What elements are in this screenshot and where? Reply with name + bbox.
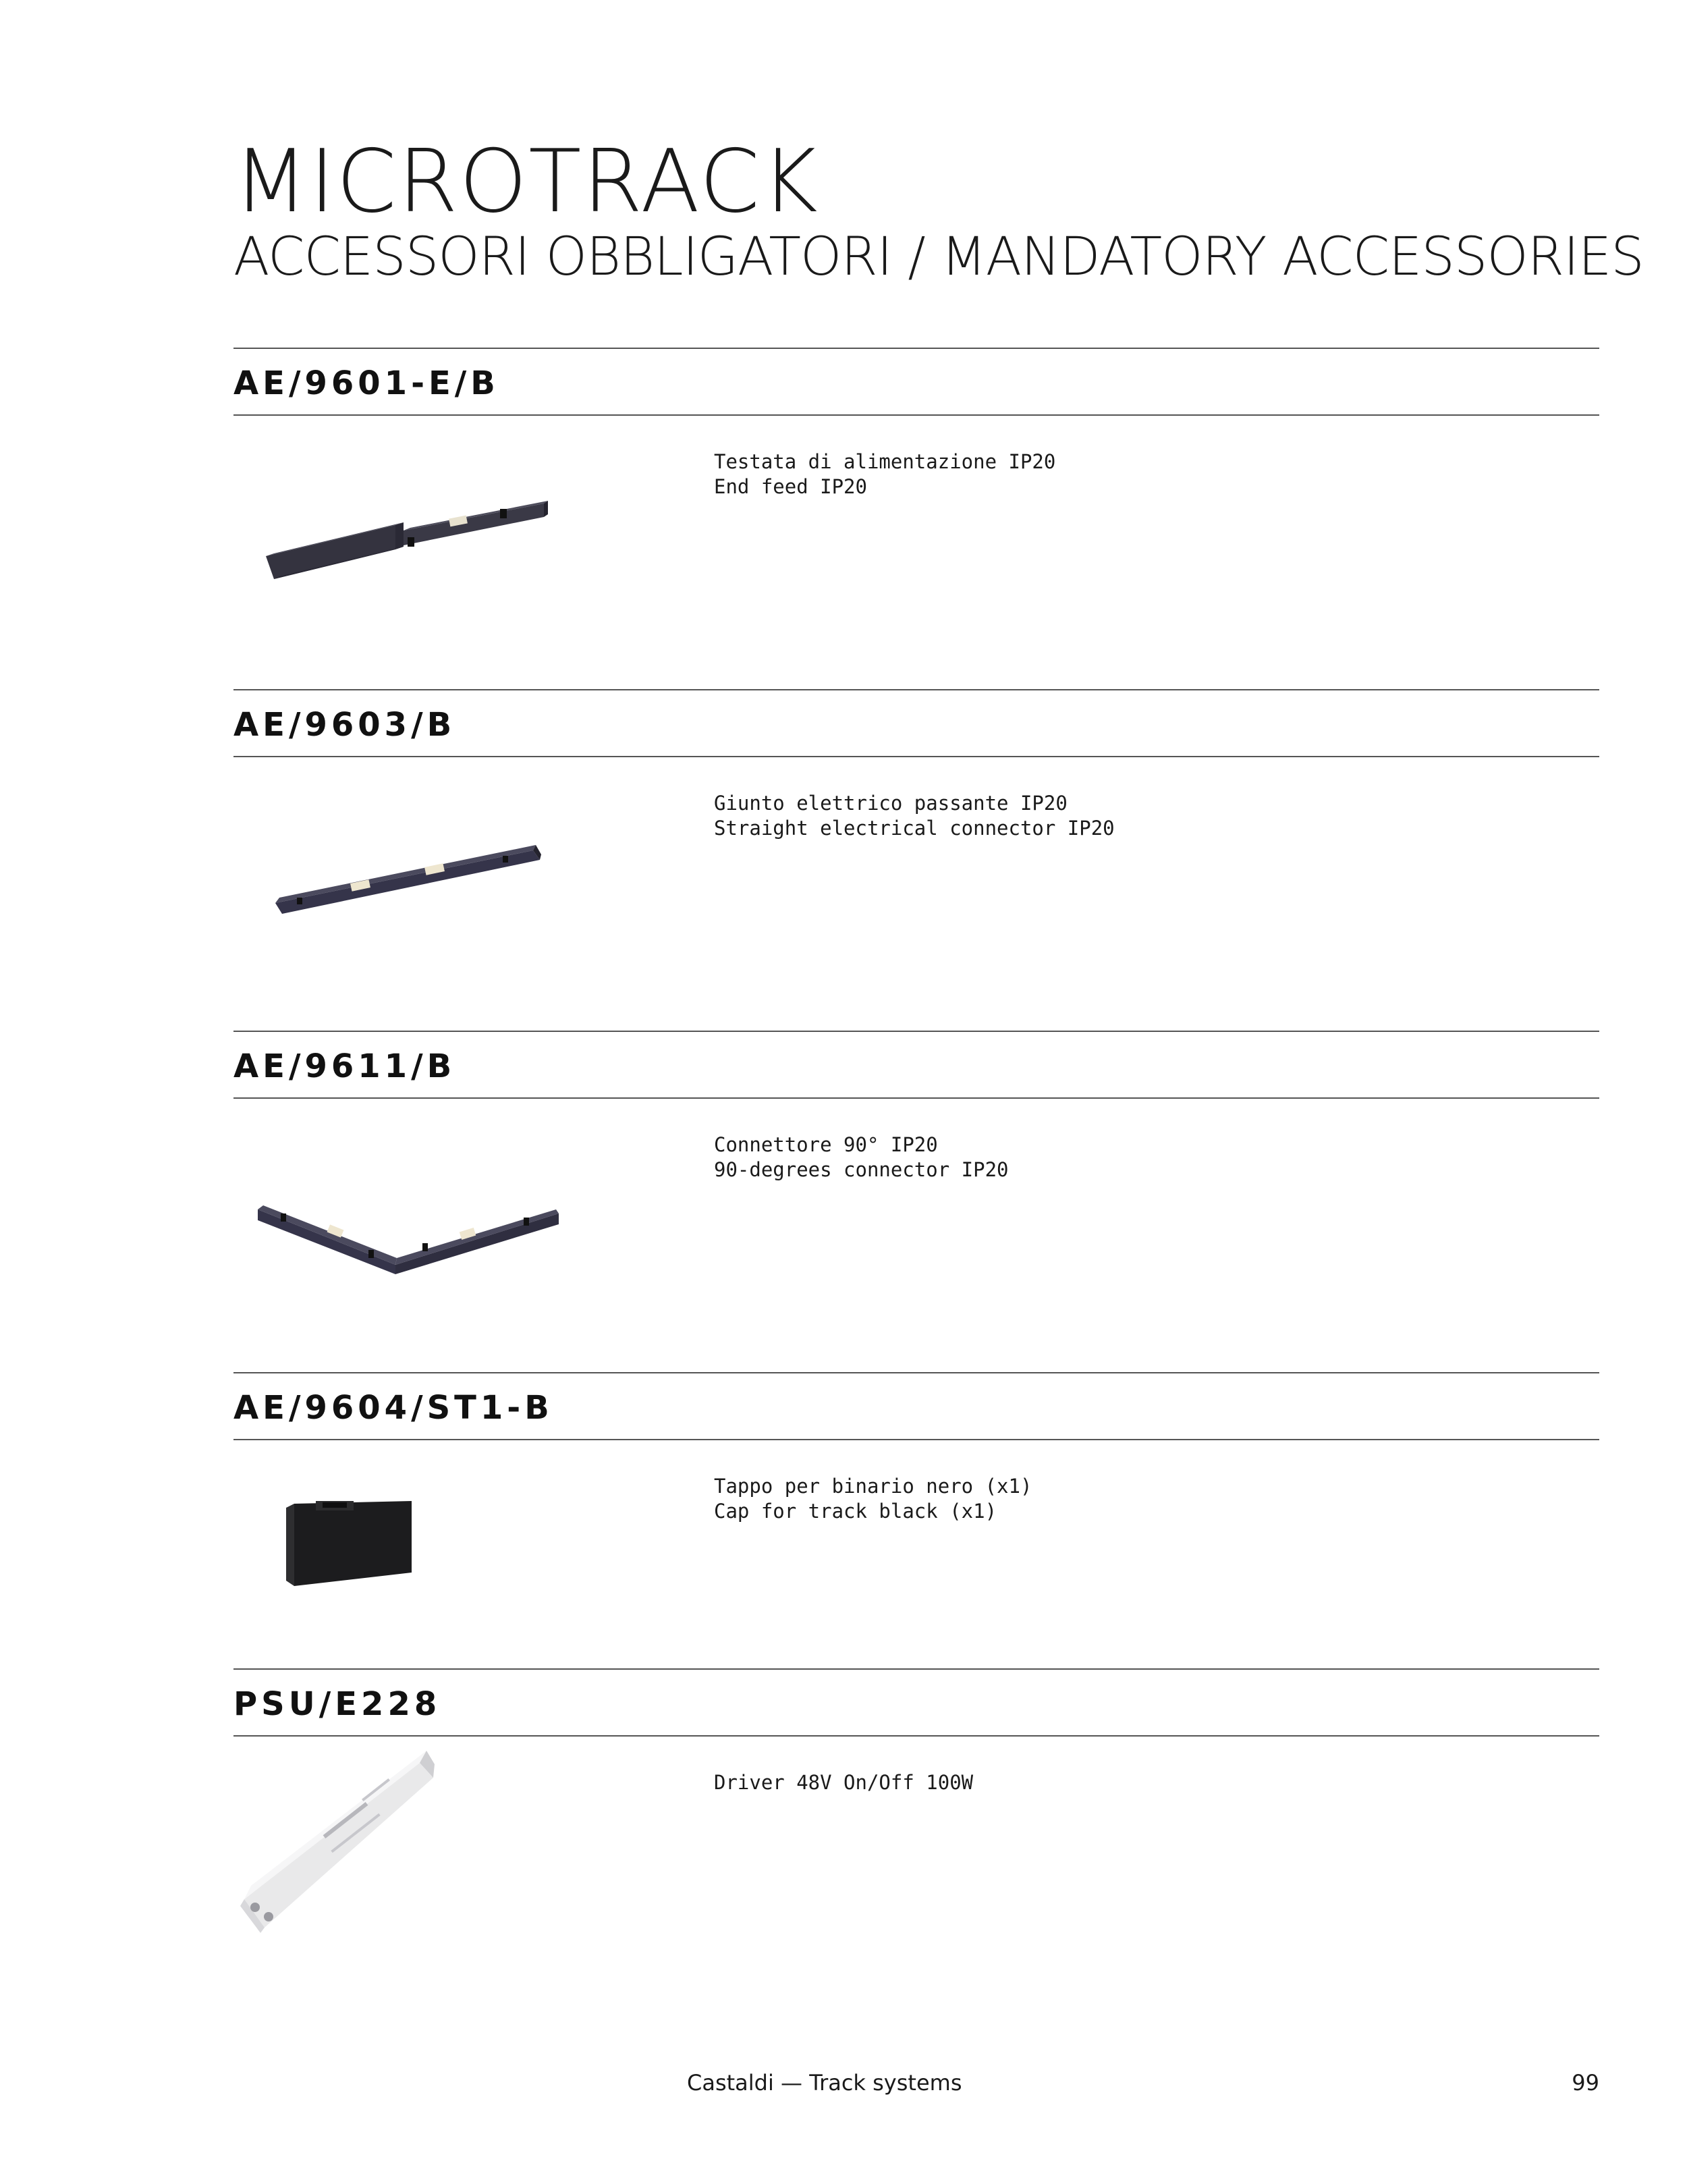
description-english: Cap for track black (x1) xyxy=(714,1500,997,1523)
product-description xyxy=(714,1770,973,1795)
product-code: PSU/E228 xyxy=(233,1685,441,1723)
product-image-end-feed xyxy=(260,483,557,608)
description-english: 90-degrees connector IP20 xyxy=(714,1158,1009,1181)
footer-text: Castaldi — Track systems xyxy=(687,2070,962,2096)
product-description xyxy=(714,1132,1009,1182)
section-rule-top xyxy=(233,689,1599,690)
product-code: AE/9604/ST1-B xyxy=(233,1389,553,1427)
section-rule-top xyxy=(233,1668,1599,1670)
section-rule-top xyxy=(233,1372,1599,1373)
product-code: AE/9601-E/B xyxy=(233,364,499,402)
description-italian: Connettore 90° IP20 xyxy=(714,1133,938,1156)
section-rule-bottom xyxy=(233,1735,1599,1737)
description-italian: Giunto elettrico passante IP20 xyxy=(714,792,1068,815)
description-italian: Testata di alimentazione IP20 xyxy=(714,450,1056,473)
product-image-driver xyxy=(238,1751,440,1943)
section-rule-top xyxy=(233,348,1599,349)
section-rule-bottom xyxy=(233,1439,1599,1440)
section-rule-bottom xyxy=(233,1097,1599,1099)
description-english: End feed IP20 xyxy=(714,475,867,498)
section-rule-bottom xyxy=(233,756,1599,757)
description-italian: Tappo per binario nero (x1) xyxy=(714,1475,1032,1498)
section-rule-bottom xyxy=(233,414,1599,416)
product-image-straight-connector xyxy=(270,830,553,941)
page-subtitle: ACCESSORI OBBLIGATORI / MANDATORY ACCESSORIES xyxy=(233,227,1644,288)
product-code: AE/9603/B xyxy=(233,706,456,744)
product-image-end-cap xyxy=(282,1494,417,1599)
product-code: AE/9611/B xyxy=(233,1047,456,1085)
page-number: 99 xyxy=(1572,2070,1599,2096)
description-english: Straight electrical connector IP20 xyxy=(714,817,1115,840)
page-title: MICROTRACK xyxy=(233,132,819,232)
product-description xyxy=(714,449,1055,499)
product-image-corner-connector xyxy=(254,1185,564,1283)
description-italian: Driver 48V On/Off 100W xyxy=(714,1771,974,1794)
product-description xyxy=(714,791,1115,841)
product-description xyxy=(714,1474,1032,1524)
section-rule-top xyxy=(233,1031,1599,1032)
